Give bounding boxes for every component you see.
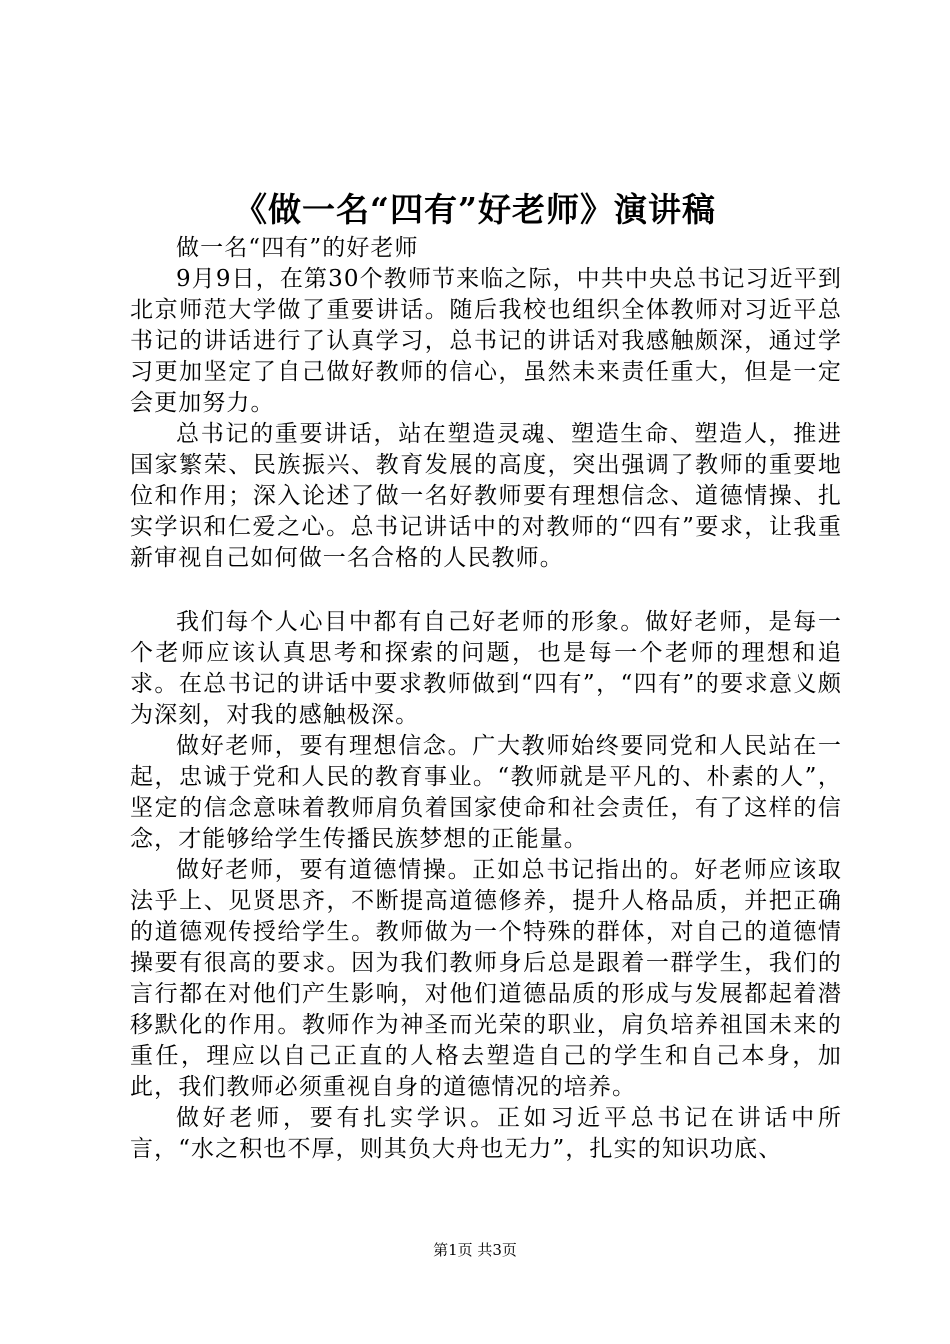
page-number-footer: 第1页 共3页 [433, 1241, 517, 1259]
document-body [130, 233, 842, 1165]
document-title: 《做一名“四有”好老师》演讲稿 [234, 190, 716, 229]
paragraph: 我们每个人心目中都有自己好老师的形象。做好老师，是每一个老师应该认真思考和探索的问题，也是每一个老师的理想和追求。在总书记的讲话中要求教师做到“四有”，“四有”的要求意义颇为深刻，对我的感触极深。 [130, 609, 842, 728]
paragraph: 做好老师，要有理想信念。广大教师始终要同党和人民站在一起，忠诚于党和人民的教育事业。“教师就是平凡的、朴素的人”，坚定的信念意味着教师肩负着国家使命和社会责任，有了这样的信念，才能够给学生传播民族梦想的正能量。 [130, 733, 842, 852]
paragraph: 做好老师，要有扎实学识。正如习近平总书记在讲话中所言，“水之积也不厚，则其负大舟也无力”，扎实的知识功底、 [130, 1105, 842, 1162]
paragraph: 做好老师，要有道德情操。正如总书记指出的。好老师应该取法乎上、见贤思齐，不断提高道德修养，提升人格品质，并把正确的道德观传授给学生。教师做为一个特殊的群体，对自己的道德情操要有很高的要求。因为我们教师身后总是跟着一群学生，我们的言行都在对他们产生影响，对他们道德品质的形成与发展都起着潜移默化的作用。教师作为神圣而光荣的职业，肩负培养祖国未来的重任，理应以自己正直的人格去塑造自己的学生和自己本身，加此，我们教师必须重视自身的道德情况的培养。 [130, 857, 842, 1100]
paragraph: 总书记的重要讲话，站在塑造灵魂、塑造生命、塑造人，推进国家繁荣、民族振兴、教育发展的高度，突出强调了教师的重要地位和作用；深入论述了做一名好教师要有理想信念、道德情操、扎实学识和仁爱之心。总书记讲话中的对教师的“四有”要求，让我重新审视自己如何做一名合格的人民教师。 [130, 421, 842, 571]
paragraph-subtitle: 做一名“四有”的好老师 [176, 235, 419, 261]
paragraph: 9月9日，在第30个教师节来临之际，中共中央总书记习近平到北京师范大学做了重要讲话。随后我校也组织全体教师对习近平总书记的讲话进行了认真学习，总书记的讲话对我感触颇深，通过学习更加坚定了自己做好教师的信心，虽然未来责任重大，但是一定会更加努力。 [130, 266, 842, 416]
